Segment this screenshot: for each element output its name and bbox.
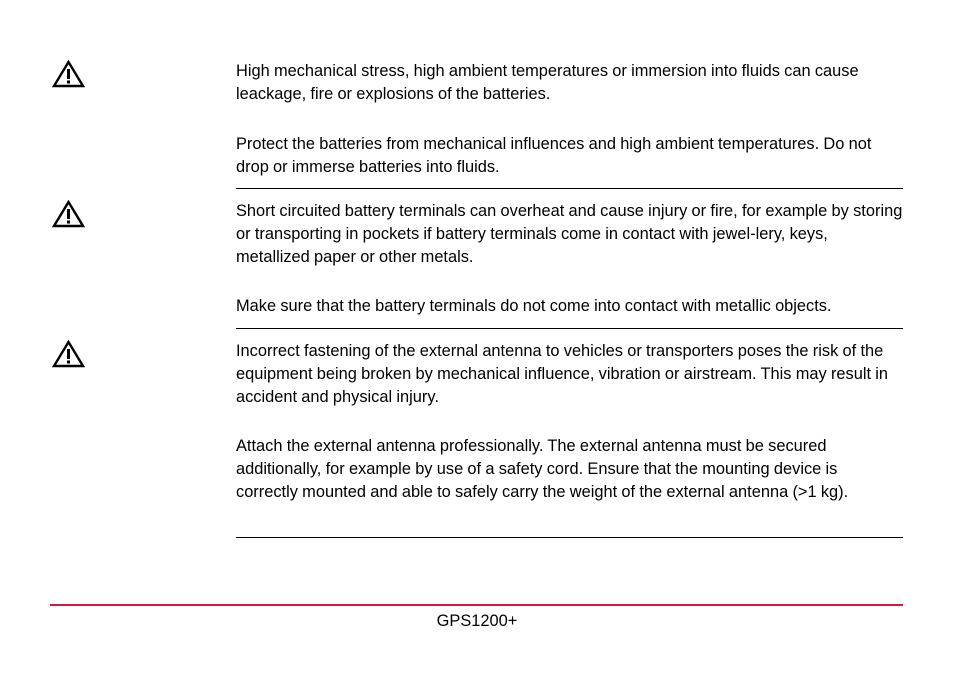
warning-triangle-icon (52, 200, 85, 228)
warning-triangle-icon (52, 60, 85, 88)
section-divider (236, 188, 903, 189)
hazard-text-2: Short circuited battery terminals can overheat and cause injury or fire, for example by storing or transporting in pockets if battery terminals come in contact with jewel-lery, keys, metallized paper or other metals. (236, 202, 903, 266)
countermeasure-text-1: Protect the batteries from mechanical influences and high ambient temperatures. Do not drop or immerse batteries into fluids. (236, 135, 872, 176)
section-divider (236, 537, 903, 538)
hazard-text-1: High mechanical stress, high ambient temperatures or immersion into fluids can cause leackage, fire or explosions of the batteries. (236, 62, 859, 103)
countermeasure-text-3: Attach the external antenna professionally. The external antenna must be secured additionally, for example by use of a safety cord. Ensure that the mounting device is correctly mounted and able to safely carry the weight of the external antenna (>1 kg). (236, 437, 849, 501)
countermeasure-text-2: Make sure that the battery terminals do not come into contact with metallic objects. (236, 297, 832, 315)
section-divider (236, 328, 903, 329)
hazard-text-3: Incorrect fastening of the external antenna to vehicles or transporters poses the risk of the equipment being broken by mechanical influence, vibration or airstream. This may result in accident and physical injury. (236, 342, 889, 406)
footer-rule (50, 604, 903, 606)
footer-product-name: GPS1200+ (436, 612, 518, 630)
warning-triangle-icon (52, 340, 85, 368)
